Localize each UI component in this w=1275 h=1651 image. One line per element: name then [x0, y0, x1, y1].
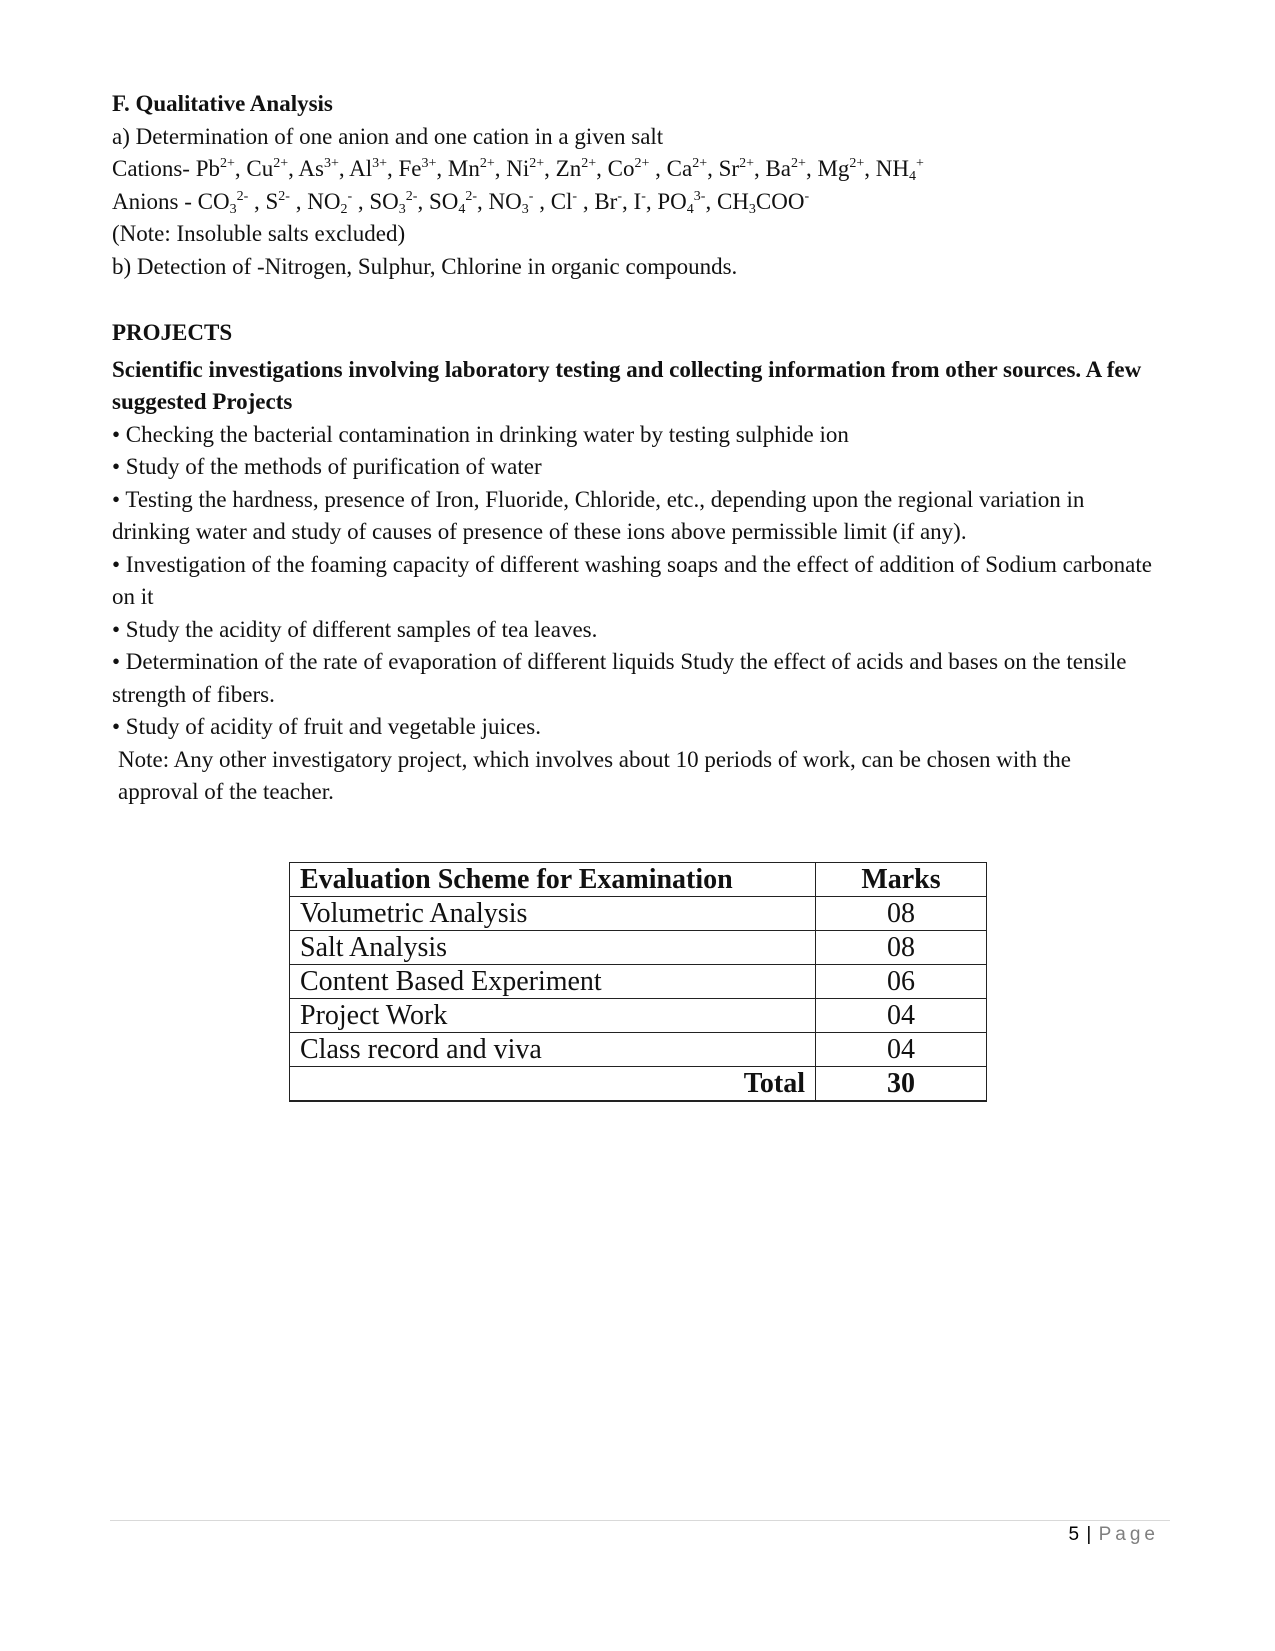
evaluation-row — [290, 931, 987, 965]
project-item: • Determination of the rate of evaporation of different liquids Study the effect of acids and bases on the tensile strength of fibers. — [112, 649, 1127, 707]
evaluation-body — [290, 897, 987, 1067]
cation-ion: $Mn^{2+}$ — [447, 156, 495, 181]
cation-ion: $Ba^{2+}$ — [765, 156, 806, 181]
cation-ion: $Zn^{2+}$ — [555, 156, 597, 181]
ion-charge: 2+ — [791, 156, 806, 171]
item-a-text: a) Determination of one anion and one cation in a given salt — [112, 123, 664, 149]
cation-ion: $Fe^{3+}$ — [398, 156, 437, 181]
ion-charge: 2+ — [529, 156, 545, 171]
evaluation-row-label: Class record and viva — [290, 1033, 816, 1067]
page-content — [112, 88, 1157, 809]
anion-ion: I- — [633, 188, 646, 214]
cation-ion: $Co^{2+}$ — [607, 156, 650, 181]
anion-ion: Br- — [594, 188, 623, 214]
insoluble-note: (Note: Insoluble salts excluded) — [112, 221, 406, 246]
total-marks: 30 — [816, 1067, 987, 1102]
projects-intro: Scientific investigations involving laboratory testing and collecting information from other sources. A few suggested Projects — [112, 356, 1142, 414]
ion-charge: 2+ — [634, 156, 650, 171]
cation-ion: $As^{3+}$ — [298, 156, 339, 181]
evaluation-header-row — [290, 863, 987, 897]
evaluation-header-label: Evaluation Scheme for Examination — [290, 863, 816, 897]
ion-subscript: 4 — [686, 201, 694, 217]
evaluation-row — [290, 965, 987, 999]
evaluation-table — [289, 862, 987, 1102]
page-number-footer — [1069, 1524, 1159, 1546]
project-item: • Study of the methods of purification of water — [112, 454, 542, 479]
evaluation-row — [290, 1033, 987, 1067]
ion-charge: - — [528, 188, 534, 204]
ion-charge: 2+ — [220, 156, 235, 171]
ion-charge: - — [617, 188, 623, 204]
ion-charge: 2+ — [849, 156, 865, 171]
evaluation-total-row — [290, 1067, 987, 1102]
cation-ion: $Mg^{2+}$ — [817, 156, 865, 181]
ion-subscript: 3 — [398, 201, 406, 217]
evaluation-row-marks: 04 — [816, 999, 987, 1033]
ion-charge: 2- — [465, 188, 478, 204]
cation-ion: $Ca^{2+}$ — [666, 156, 708, 181]
anion-ion: $NO_2^-$ — [307, 188, 353, 217]
cations-list: $Pb^{2+}$, $Cu^{2+}$, $As^{3+}$, $Al^{3+}$, $Fe^{3+}$, $Mn^{2+}$, $Ni^{2+}$, $Zn^{2+}$, $Co^{2+}$ , $Ca^{2+}$, $Sr^{2+}$, $Ba^{2+}$, $Mg^{2+}$, $NH_4^+$ — [195, 156, 924, 184]
evaluation-row-label: Salt Analysis — [290, 931, 816, 965]
ion-charge: 3+ — [421, 156, 437, 171]
page-number: 5 — [1068, 1524, 1081, 1545]
ion-subscript: 3 — [748, 201, 756, 217]
anion-ion: $SO_3^{2-}$ — [369, 188, 418, 217]
cation-ion: $Sr^{2+}$ — [718, 156, 754, 181]
evaluation-row-marks: 06 — [816, 965, 987, 999]
cation-ion: $Ni^{2+}$ — [506, 156, 545, 181]
evaluation-row-marks: 04 — [816, 1033, 987, 1067]
anion-ion: $SO_4^{2-}$ — [428, 188, 478, 217]
cation-ion: $NH_4^+$ — [875, 156, 924, 184]
evaluation-row-marks: 08 — [816, 931, 987, 965]
footer-divider — [110, 1520, 1170, 1521]
anion-ion: Cl- — [550, 188, 578, 214]
project-item: • Study the acidity of different samples of tea leaves. — [112, 616, 598, 642]
ion-charge: - — [572, 188, 578, 204]
projects-heading: PROJECTS — [112, 320, 233, 345]
ion-subscript: 4 — [458, 201, 466, 217]
anion-ion: $CH_3COO^-$ — [716, 188, 810, 217]
evaluation-row-label: Volumetric Analysis — [290, 897, 816, 931]
total-label: Total — [290, 1067, 816, 1102]
page-word: Page — [1098, 1524, 1159, 1545]
ion-subscript: 2 — [340, 201, 348, 217]
item-b-text: b) Detection of -Nitrogen, Sulphur, Chlorine in organic compounds. — [112, 253, 738, 279]
ion-subscript: 3 — [229, 201, 237, 217]
cation-ion: $Al^{3+}$ — [349, 156, 387, 181]
anion-ion: $PO_4^{3-}$ — [657, 188, 706, 217]
ion-charge: - — [347, 188, 353, 204]
ion-subscript: 3 — [521, 201, 529, 217]
ion-charge: - — [641, 188, 646, 204]
anion-ion: $S^{2-}$ — [265, 188, 290, 214]
ion-charge: 2- — [278, 188, 290, 204]
ion-charge: 2- — [236, 188, 249, 204]
evaluation-row-label: Project Work — [290, 999, 816, 1033]
anions-list: $CO_3^{2-}$ , $S^{2-}$ , $NO_2^-$ , $SO_3^{2-}$, $SO_4^{2-}$, $NO_3^-$ , Cl- , Br-, I-, $PO_4^{3-}$, $CH_3COO^-$ — [197, 188, 810, 217]
ion-charge: 3- — [693, 188, 706, 204]
cations-line — [112, 153, 1157, 186]
cation-ion: $Pb^{2+}$ — [195, 156, 235, 181]
project-item: • Testing the hardness, presence of Iron, Fluoride, Chloride, etc., depending upon the regional variation in drinking water and study of causes of presence of these ions above permissible limit (if any). — [112, 486, 1085, 544]
ion-charge: 3+ — [323, 156, 339, 171]
anion-ion: $NO_3^-$ — [488, 188, 534, 217]
evaluation-row — [290, 999, 987, 1033]
ion-charge: 3+ — [372, 156, 387, 171]
ion-charge: + — [916, 156, 924, 171]
evaluation-row — [290, 897, 987, 931]
cation-ion: $Cu^{2+}$ — [246, 156, 289, 181]
cations-label: Cations- — [112, 156, 190, 181]
section-heading-qualitative-analysis: F. Qualitative Analysis — [112, 91, 333, 116]
project-item: • Investigation of the foaming capacity of different washing soaps and the effect of addition of Sodium carbonate on it — [112, 551, 1152, 609]
project-item: • Study of acidity of fruit and vegetable juices. — [112, 714, 541, 739]
evaluation-row-label: Content Based Experiment — [290, 965, 816, 999]
anions-label: Anions - — [112, 188, 192, 214]
ion-charge: 2+ — [479, 156, 495, 171]
ion-charge: 2+ — [692, 156, 708, 171]
project-item: • Checking the bacterial contamination in drinking water by testing sulphide ion — [112, 421, 849, 447]
page-separator: | — [1086, 1524, 1093, 1545]
ion-charge: 2+ — [581, 156, 597, 171]
evaluation-row-marks: 08 — [816, 897, 987, 931]
anion-ion: $CO_3^{2-}$ — [197, 188, 249, 217]
evaluation-header-marks: Marks — [816, 863, 987, 897]
ion-charge: 2+ — [739, 156, 754, 171]
projects-list — [112, 419, 1157, 744]
ion-subscript: 4 — [909, 169, 917, 184]
projects-note: Note: Any other investigatory project, which involves about 10 periods of work, can be chosen with the approval of the teacher. — [118, 746, 1072, 804]
ion-charge: 2- — [405, 188, 418, 204]
ion-charge: - — [804, 188, 810, 204]
ion-charge: 2+ — [273, 156, 289, 171]
anions-line — [112, 186, 1157, 219]
